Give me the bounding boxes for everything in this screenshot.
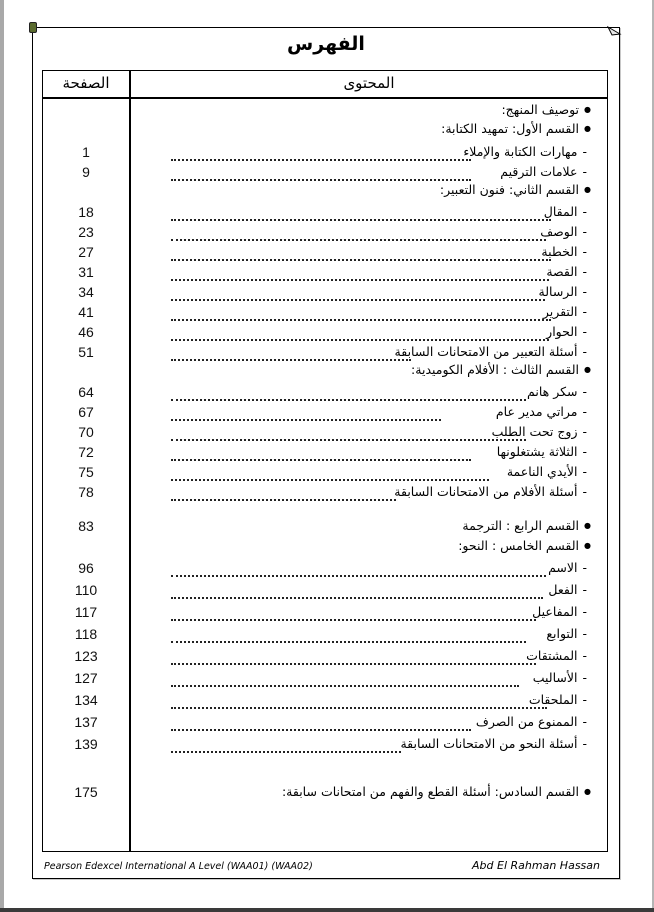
- page-number: 1: [82, 144, 90, 160]
- dash-marker: -: [582, 692, 587, 707]
- entry-text: زوج تحت الطلب: [491, 424, 578, 439]
- item-title: [496, 404, 587, 419]
- toc-item-row: [43, 423, 607, 443]
- page-number: 51: [78, 344, 94, 360]
- dot-leader: [171, 269, 549, 281]
- page-number: 123: [74, 648, 98, 664]
- entry-text: القسم الأول: تمهيد الكتابة:: [441, 121, 580, 136]
- item-title: [533, 670, 587, 685]
- entry-text: الوصف: [540, 224, 578, 239]
- dot-leader: [171, 489, 396, 501]
- entry-text: مراتي مدير عام: [495, 404, 578, 419]
- entry-text: المفاعيل: [532, 604, 578, 619]
- item-title: [539, 284, 588, 299]
- item-title: [500, 164, 587, 179]
- toc-item-row: [43, 463, 607, 483]
- dot-leader: [171, 429, 526, 441]
- dash-marker: -: [582, 626, 587, 641]
- section-title: [411, 362, 591, 377]
- dash-marker: -: [582, 648, 587, 663]
- toc-section-row: [43, 361, 607, 381]
- entry-text: الفعل: [548, 582, 578, 597]
- dash-marker: -: [582, 670, 587, 685]
- section-title: [462, 518, 591, 533]
- toc-section-row: [43, 783, 607, 803]
- dash-marker: -: [582, 604, 587, 619]
- viewer-left-edge: [0, 0, 4, 912]
- dash-marker: -: [582, 444, 587, 459]
- page-number: 67: [78, 404, 94, 420]
- toc-item-row: [43, 263, 607, 283]
- dot-leader: [171, 409, 441, 421]
- entry-text: المقال: [543, 204, 578, 219]
- toc-item-row: [43, 283, 607, 303]
- toc-item-row: [43, 163, 607, 183]
- toc-item-row: [43, 243, 607, 263]
- dot-leader: [171, 675, 519, 687]
- dash-marker: -: [582, 264, 587, 279]
- page-number: 72: [78, 444, 94, 460]
- entry-text: أسئلة التعبير من الامتحانات السابقة: [394, 344, 578, 359]
- dash-marker: -: [582, 484, 587, 499]
- entry-text: الأساليب: [532, 670, 578, 685]
- page-number: 64: [78, 384, 94, 400]
- toc-item-row: [43, 223, 607, 243]
- dot-leader: [171, 249, 551, 261]
- toc-item-row: [43, 713, 607, 733]
- dash-marker: -: [582, 560, 587, 575]
- item-title: [507, 464, 587, 479]
- toc-section-row: [43, 120, 607, 140]
- section-title: [440, 182, 591, 197]
- page-number: 127: [74, 670, 98, 686]
- page-number: 134: [74, 692, 98, 708]
- dot-leader: [171, 697, 547, 709]
- dash-marker: -: [582, 736, 587, 751]
- dot-leader: [171, 587, 543, 599]
- page-number: 78: [78, 484, 94, 500]
- toc-table: [42, 70, 608, 852]
- toc-item-row: [43, 143, 607, 163]
- dot-leader: [171, 631, 526, 643]
- item-title: [463, 144, 587, 159]
- dot-leader: [171, 719, 471, 731]
- page-number: 18: [78, 204, 94, 220]
- toc-item-row: [43, 625, 607, 645]
- entry-text: القسم الرابع : الترجمة: [462, 518, 580, 533]
- toc-item-row: [43, 443, 607, 463]
- page-number: 137: [74, 714, 98, 730]
- page-number: 96: [78, 560, 94, 576]
- dot-leader: [171, 329, 549, 341]
- toc-item-row: [43, 691, 607, 711]
- entry-text: التوابع: [546, 626, 578, 641]
- dot-leader: [171, 309, 551, 321]
- page-number: 83: [78, 518, 94, 534]
- item-title: [548, 560, 587, 575]
- page-number: 34: [78, 284, 94, 300]
- footer-course: Pearson Edexcel International A Level (WAA01) (WAA02): [44, 861, 313, 872]
- entry-text: أسئلة الأفلام من الامتحانات السابقة: [394, 484, 578, 499]
- toc-section-row: [43, 517, 607, 537]
- item-title: [527, 384, 587, 399]
- page-number: 31: [78, 264, 94, 280]
- item-title: [548, 582, 587, 597]
- dash-marker: -: [582, 144, 587, 159]
- entry-text: توصيف المنهج:: [501, 102, 580, 117]
- toc-section-row: [43, 101, 607, 121]
- entry-text: أسئلة النحو من الامتحانات السابقة: [400, 736, 578, 751]
- dot-leader: [171, 289, 545, 301]
- page-number: 117: [74, 604, 98, 620]
- toc-item-row: [43, 647, 607, 667]
- dash-marker: -: [582, 582, 587, 597]
- entry-text: الممنوع من الصرف: [475, 714, 578, 729]
- dot-leader: [171, 229, 546, 241]
- dash-marker: -: [582, 204, 587, 219]
- entry-text: مهارات الكتابة والإملاء: [463, 144, 578, 159]
- section-title: [501, 102, 591, 117]
- toc-item-row: [43, 735, 607, 755]
- dot-leader: [171, 469, 489, 481]
- page-number: 23: [78, 224, 94, 240]
- toc-item-row: [43, 303, 607, 323]
- toc-item-row: [43, 203, 607, 223]
- section-title: [458, 538, 591, 553]
- page-number: 118: [74, 626, 98, 642]
- dash-marker: -: [582, 344, 587, 359]
- dot-leader: [171, 349, 411, 361]
- dash-marker: -: [582, 404, 587, 419]
- page-number: 41: [78, 304, 94, 320]
- entry-text: القسم الثالث : الأفلام الكوميدية:: [411, 362, 580, 377]
- dot-leader: [171, 149, 471, 161]
- footer-author: Abd El Rahman Hassan: [472, 859, 600, 872]
- entry-text: الملحقات: [528, 692, 578, 707]
- entry-text: الأيدي الناعمة: [506, 464, 578, 479]
- entry-text: المشتقات: [526, 648, 578, 663]
- toc-item-row: [43, 323, 607, 343]
- dot-leader: [171, 449, 471, 461]
- item-title: [394, 484, 587, 499]
- toc-item-row: [43, 483, 607, 503]
- item-title: [546, 264, 587, 279]
- item-title: [540, 224, 587, 239]
- dash-marker: -: [582, 244, 587, 259]
- page-number: 110: [74, 582, 98, 598]
- viewer-bottom-edge: [0, 908, 654, 912]
- toc-section-row: [43, 181, 607, 201]
- dot-leader: [171, 209, 551, 221]
- item-title: [400, 736, 587, 751]
- toc-item-row: [43, 403, 607, 423]
- header-divider: [43, 97, 607, 99]
- dash-marker: -: [582, 164, 587, 179]
- page-number: 9: [82, 164, 90, 180]
- column-header-content: المحتوى: [343, 74, 395, 92]
- item-title: [546, 626, 587, 641]
- entry-text: الخطبة: [541, 244, 578, 259]
- toc-item-row: [43, 383, 607, 403]
- page-number: 70: [78, 424, 94, 440]
- dash-marker: -: [582, 384, 587, 399]
- toc-item-row: [43, 343, 607, 363]
- entry-text: التقرير: [542, 304, 578, 319]
- dot-leader: [171, 389, 526, 401]
- dash-marker: -: [582, 464, 587, 479]
- section-title: [282, 784, 591, 799]
- dot-leader: [171, 565, 546, 577]
- dot-leader: [171, 653, 536, 665]
- toc-item-row: [43, 581, 607, 601]
- entry-text: الحوار: [546, 324, 578, 339]
- item-title: [546, 324, 587, 339]
- entry-text: القصة: [546, 264, 578, 279]
- entry-text: علامات الترقيم: [500, 164, 578, 179]
- toc-section-row: [43, 537, 607, 557]
- entry-text: القسم الثاني: فنون التعبير:: [439, 182, 580, 197]
- item-title: [395, 344, 587, 359]
- page-number: 139: [74, 736, 98, 752]
- item-title: [497, 444, 587, 459]
- page-number: 27: [78, 244, 94, 260]
- item-title: [476, 714, 587, 729]
- dash-marker: -: [582, 304, 587, 319]
- pin-icon: [29, 22, 37, 33]
- page-number: 46: [78, 324, 94, 340]
- toc-item-row: [43, 559, 607, 579]
- item-title: [532, 604, 587, 619]
- dot-leader: [171, 741, 401, 753]
- dash-marker: -: [582, 284, 587, 299]
- entry-text: الثلاثة يشتغلونها: [496, 444, 578, 459]
- entry-text: سكر هانم: [527, 384, 578, 399]
- dash-marker: -: [582, 424, 587, 439]
- entry-text: الرسالة: [538, 284, 578, 299]
- section-title: [441, 121, 591, 136]
- page-number: 75: [78, 464, 94, 480]
- entry-text: القسم الخامس : النحو:: [458, 538, 580, 553]
- toc-item-row: [43, 603, 607, 623]
- dash-marker: -: [582, 224, 587, 239]
- dash-marker: -: [582, 324, 587, 339]
- entry-text: الاسم: [548, 560, 578, 575]
- toc-item-row: [43, 669, 607, 689]
- dot-leader: [171, 609, 536, 621]
- column-header-page: الصفحة: [62, 74, 110, 92]
- entry-text: القسم السادس: أسئلة القطع والفهم من امتحانات سابقة:: [281, 784, 580, 799]
- dot-leader: [171, 169, 471, 181]
- page-title: الفهرس: [287, 33, 365, 55]
- page-number: 175: [74, 784, 98, 800]
- dash-marker: -: [582, 714, 587, 729]
